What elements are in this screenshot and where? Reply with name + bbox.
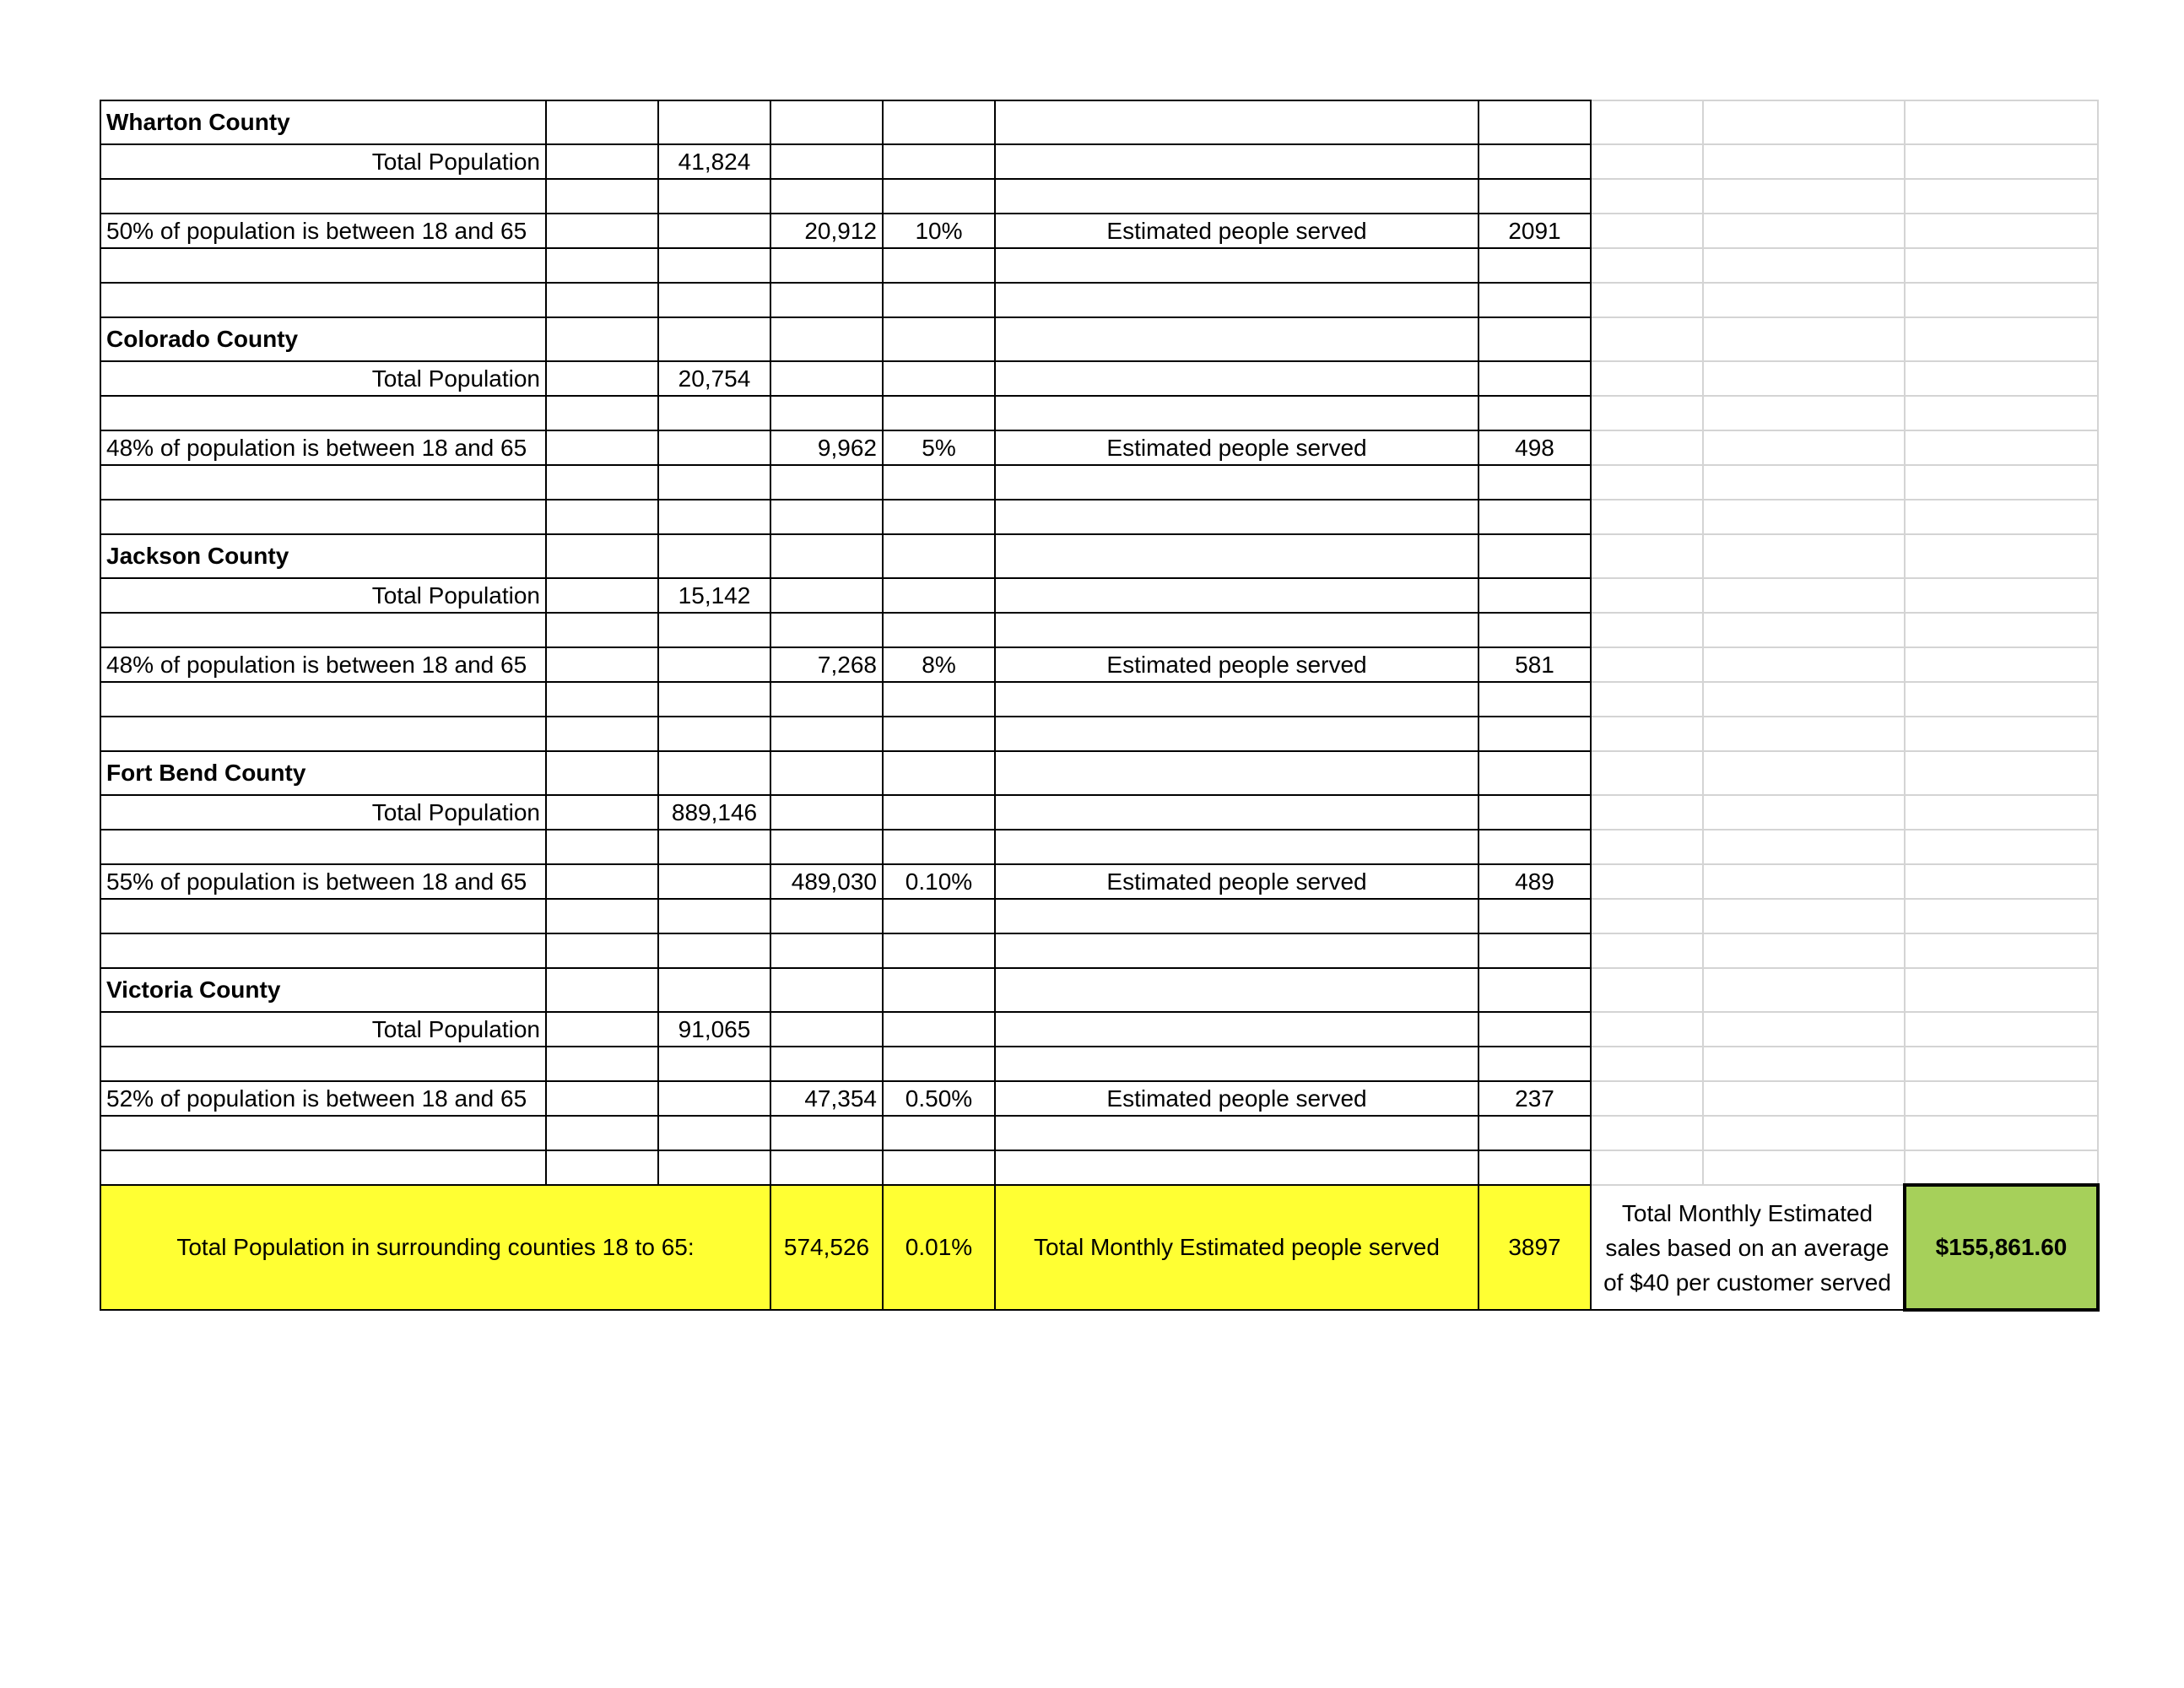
blank-row (100, 717, 2098, 751)
population-estimate-sheet (100, 100, 2100, 1312)
blank-row (100, 830, 2098, 864)
blank-row (100, 613, 2098, 647)
age-group-row (100, 1081, 2098, 1116)
service-rate[interactable]: 8% (883, 647, 995, 682)
age-group-population[interactable]: 20,912 (770, 214, 883, 248)
served-label[interactable]: Estimated people served (995, 864, 1479, 899)
county-name[interactable]: Fort Bend County (100, 751, 546, 795)
sheet-body (100, 100, 2098, 1310)
blank-row (100, 682, 2098, 717)
blank-row (100, 1047, 2098, 1081)
county-header-row (100, 100, 2098, 144)
age-group-population[interactable]: 9,962 (770, 430, 883, 465)
served-value[interactable]: 2091 (1479, 214, 1591, 248)
age-group-population[interactable]: 489,030 (770, 864, 883, 899)
service-rate[interactable]: 5% (883, 430, 995, 465)
total-rate[interactable]: 0.01% (883, 1185, 995, 1310)
age-group-label[interactable]: 55% of population is between 18 and 65 (100, 864, 546, 899)
age-group-population[interactable]: 47,354 (770, 1081, 883, 1116)
served-label[interactable]: Estimated people served (995, 647, 1479, 682)
blank-row (100, 899, 2098, 933)
total-served-value[interactable]: 3897 (1479, 1185, 1591, 1310)
total-sales-label[interactable]: Total Monthly Estimated sales based on an average of $40 per customer served (1591, 1185, 1905, 1310)
total-sales-value[interactable]: $155,861.60 (1905, 1185, 2098, 1310)
total-population-row (100, 361, 2098, 396)
total-population-row (100, 1012, 2098, 1047)
blank-row (100, 248, 2098, 283)
totals-row (100, 1185, 2098, 1310)
total-served-label[interactable]: Total Monthly Estimated people served (995, 1185, 1479, 1310)
age-group-row (100, 647, 2098, 682)
total-population-row (100, 144, 2098, 179)
service-rate[interactable]: 0.50% (883, 1081, 995, 1116)
total-population-value[interactable]: 574,526 (770, 1185, 883, 1310)
total-population-label[interactable]: Total Population in surrounding counties 18 to 65: (100, 1185, 770, 1310)
county-header-row (100, 751, 2098, 795)
county-header-row (100, 968, 2098, 1012)
total-population-value[interactable]: 20,754 (658, 361, 770, 396)
service-rate[interactable]: 0.10% (883, 864, 995, 899)
county-name[interactable]: Victoria County (100, 968, 546, 1012)
total-population-label[interactable]: Total Population (100, 144, 546, 179)
served-value[interactable]: 581 (1479, 647, 1591, 682)
served-value[interactable]: 498 (1479, 430, 1591, 465)
total-population-value[interactable]: 889,146 (658, 795, 770, 830)
age-group-label[interactable]: 48% of population is between 18 and 65 (100, 430, 546, 465)
county-name[interactable]: Colorado County (100, 317, 546, 361)
county-name[interactable]: Wharton County (100, 100, 546, 144)
county-header-row (100, 317, 2098, 361)
blank-row (100, 465, 2098, 500)
age-group-row (100, 864, 2098, 899)
age-group-population[interactable]: 7,268 (770, 647, 883, 682)
age-group-label[interactable]: 50% of population is between 18 and 65 (100, 214, 546, 248)
age-group-label[interactable]: 52% of population is between 18 and 65 (100, 1081, 546, 1116)
served-label[interactable]: Estimated people served (995, 214, 1479, 248)
served-label[interactable]: Estimated people served (995, 430, 1479, 465)
blank-row (100, 1150, 2098, 1185)
blank-row (100, 1116, 2098, 1150)
blank-row (100, 500, 2098, 534)
total-population-value[interactable]: 41,824 (658, 144, 770, 179)
age-group-row (100, 214, 2098, 248)
total-population-value[interactable]: 15,142 (658, 578, 770, 613)
total-population-label[interactable]: Total Population (100, 361, 546, 396)
blank-row (100, 933, 2098, 968)
age-group-row (100, 430, 2098, 465)
total-population-row (100, 578, 2098, 613)
total-population-label[interactable]: Total Population (100, 1012, 546, 1047)
blank-row (100, 179, 2098, 214)
total-population-value[interactable]: 91,065 (658, 1012, 770, 1047)
blank-row (100, 396, 2098, 430)
age-group-label[interactable]: 48% of population is between 18 and 65 (100, 647, 546, 682)
total-population-label[interactable]: Total Population (100, 578, 546, 613)
served-value[interactable]: 237 (1479, 1081, 1591, 1116)
county-header-row (100, 534, 2098, 578)
service-rate[interactable]: 10% (883, 214, 995, 248)
total-population-label[interactable]: Total Population (100, 795, 546, 830)
total-population-row (100, 795, 2098, 830)
county-name[interactable]: Jackson County (100, 534, 546, 578)
served-label[interactable]: Estimated people served (995, 1081, 1479, 1116)
served-value[interactable]: 489 (1479, 864, 1591, 899)
blank-row (100, 283, 2098, 317)
